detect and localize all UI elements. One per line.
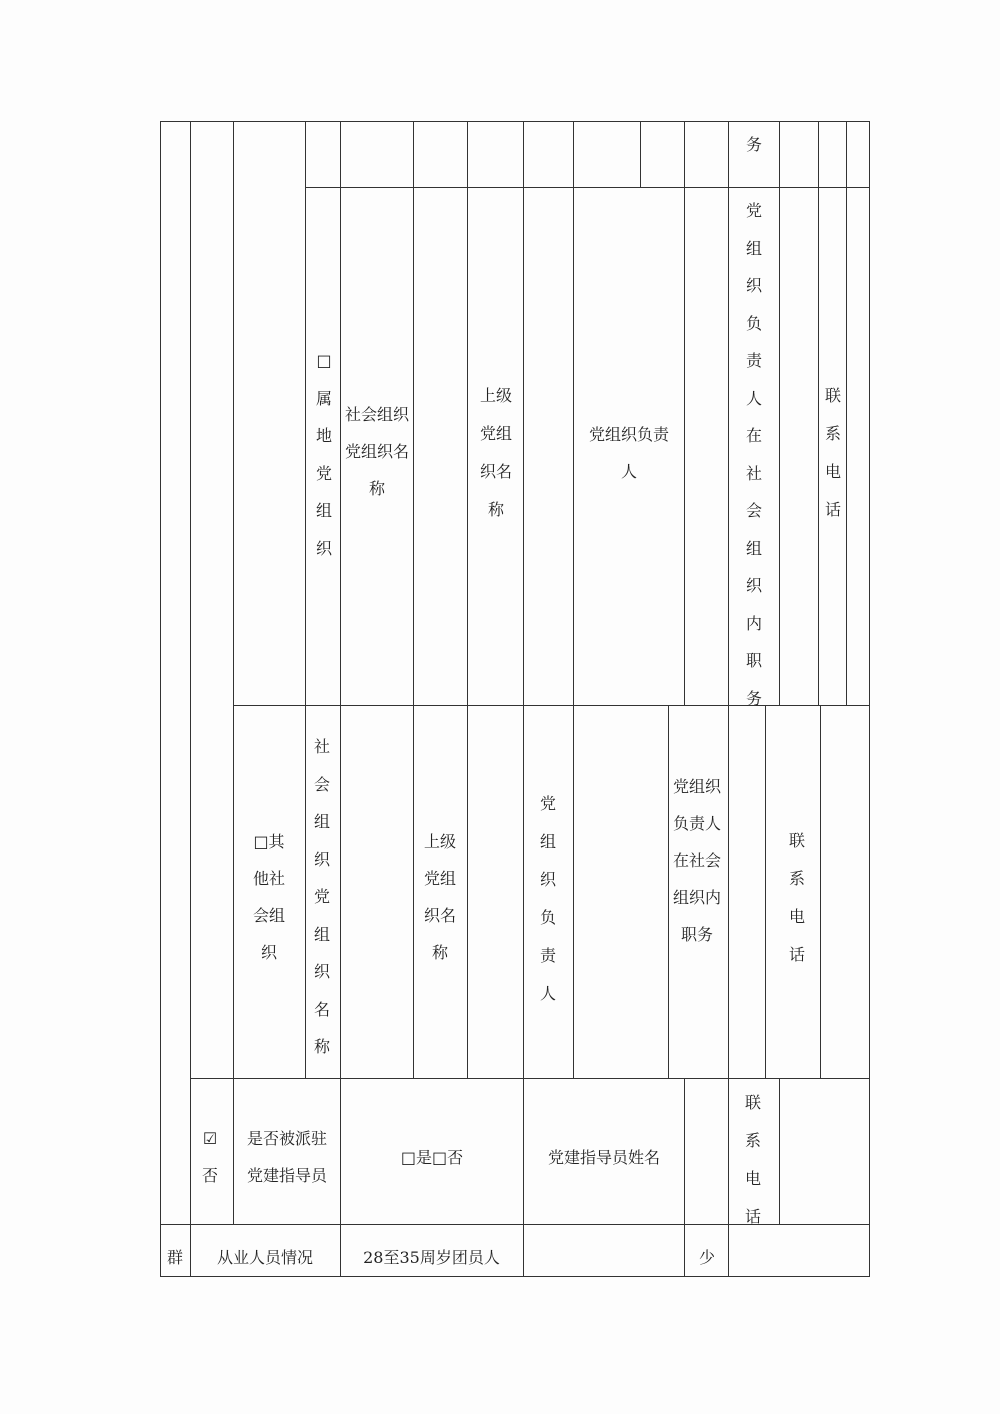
vline-523-r4 [523, 1078, 524, 1276]
vline-523-r3 [523, 705, 524, 1078]
vline-305-r3 [305, 705, 306, 1078]
frame-left [160, 121, 161, 1276]
vline-573-r1 [573, 121, 574, 705]
vline-779-r1 [779, 121, 780, 705]
vline-573-r3 [573, 705, 574, 1078]
employee-label: 从业人员情况 [216, 1248, 313, 1267]
vline-467-r3 [467, 705, 468, 1078]
group-category: 群 [166, 1248, 183, 1267]
vline-523-r1 [523, 121, 524, 705]
local-leader: 党组织负责 人 [588, 425, 669, 481]
vline-820-r3 [820, 705, 821, 1078]
vline-765-r3 [765, 705, 766, 1078]
vline-413-r3 [413, 705, 414, 1078]
duty-fragment: 务 [746, 135, 763, 154]
vline-684-r4 [684, 1078, 685, 1276]
vline-684-r1 [684, 121, 685, 705]
frame-top [160, 121, 870, 122]
vline-340-r1 [340, 121, 341, 705]
other-leader-duty: 党组织 负责人 在社会 组织内 职务 [672, 777, 721, 944]
vline-340-r4 [340, 1078, 341, 1224]
other-phone: 联 系 电 话 [788, 831, 805, 964]
league-label: 28至35周岁团员人 [363, 1248, 500, 1267]
yes-no-options[interactable]: □是□否 [400, 1148, 464, 1167]
frame-bottom [160, 1276, 870, 1277]
vline-846-r1 [846, 121, 847, 705]
hline-705 [233, 705, 870, 706]
vline-233 [233, 121, 234, 1224]
instructor-phone: 联 系 电 话 [744, 1093, 761, 1226]
vline-779-r4 [779, 1078, 780, 1224]
vline-728-r1 [728, 121, 729, 1276]
vline-467-r1 [467, 121, 468, 705]
vline-340-r3 [340, 705, 341, 1078]
vline-668-r3 [668, 705, 669, 1078]
hline-187 [305, 187, 870, 188]
other-option-label: □其 他社 会组 织 [252, 832, 285, 962]
group-fragment: 少 [699, 1248, 716, 1267]
vline-640-r1 [640, 121, 641, 187]
vline-190 [190, 121, 191, 1276]
vline-818-r1 [818, 121, 819, 705]
other-superior-name: 上级 党组 织名 称 [423, 832, 456, 962]
local-phone: 联 系 电 话 [824, 386, 841, 519]
hline-1078 [190, 1078, 870, 1079]
instructor-question: 是否被派驻 党建指导员 [246, 1129, 327, 1185]
vline-413-r1 [413, 121, 414, 705]
vline-305-r1 [305, 121, 306, 705]
checked-no: ☑ 否 [201, 1129, 218, 1185]
other-org-party-name: 社 会 组 织 党 组 织 名 称 [313, 737, 330, 1056]
frame-right [869, 121, 870, 1276]
local-superior-name: 上级 党组 织名 称 [479, 386, 512, 519]
local-leader-duty: 党 组 织 负 责 人 在 社 会 组 织 内 职 务 [745, 201, 762, 708]
other-leader: 党 组 织 负 责 人 [539, 794, 556, 1003]
instructor-name-label: 党建指导员姓名 [547, 1148, 660, 1167]
local-org-party-name: 社会组织 党组织名 称 [344, 405, 409, 498]
local-option-label: □ 属 地 党 组 织 [315, 351, 332, 558]
